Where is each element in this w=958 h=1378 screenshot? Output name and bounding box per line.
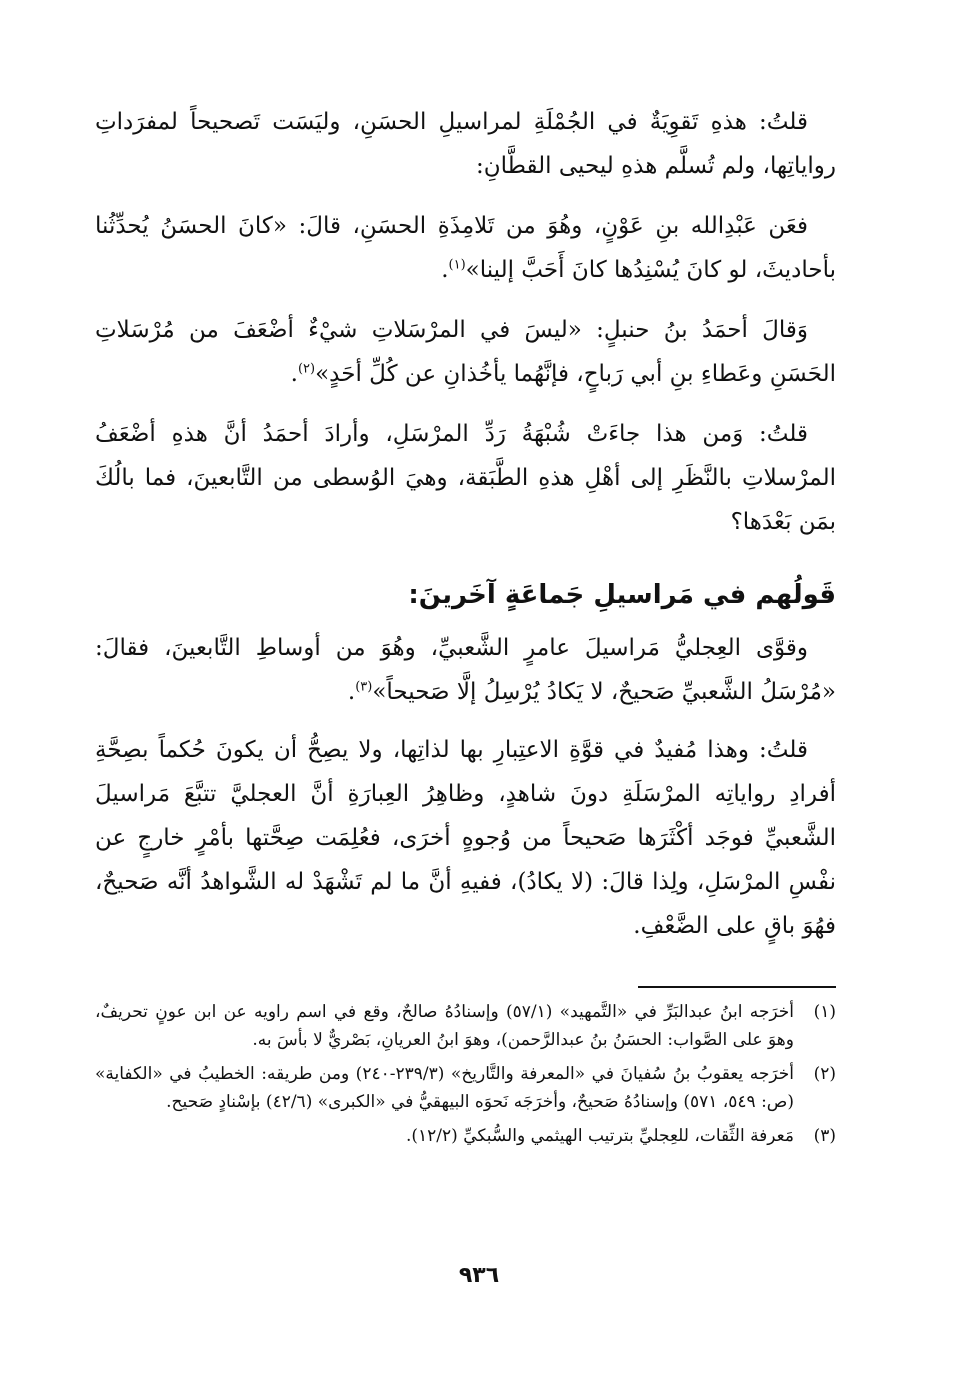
paragraph-3-text: وَقالَ أحمَدُ بنُ حنبلٍ: «ليسَ في المرْسَلاتِ شيْءٌ أضْعَفَ من مُرْسَلاتِ الحَسَنِ وعَطاءِ بنِ أبي رَباحٍ، فإنَّهُما يأخُذانِ عن كُلِّ أحَدٍ» — [95, 317, 836, 387]
footnote-ref-3[interactable]: (٣) — [355, 679, 373, 695]
footnote-3 — [95, 1122, 836, 1150]
paragraph-4 — [95, 412, 836, 544]
paragraph-6-text: قلتُ: وهذا مُفيدٌ في قوَّةِ الاعتِبارِ بها لذاتِها، ولا يصِحُّ أن يكونَ حُكماً بصِحَّةِ أفرادِ رواياتِه المرْسَلَةِ دونَ شاهدٍ، وظاهِرُ العِبارَةِ أنَّ العجليَّ تتبَّعَ مَراسيلَ الشَّعبيِّ فوجَد أكْثَرَها صَحيحاً من وُجوهٍ أخرَى، فعُلِمَت صِحَّتها بأمْرٍ خارجٍ عن نفْسِ المرْسَلِ، ولِذا قالَ: (لا يكادُ)، ففيهِ أنَّ ما لم تَشْهَدْ له الشَّواهدُ أنَّه صَحيحٌ، فهُوَ باقٍ على الضَّعْفِ. — [95, 737, 836, 939]
page-number: ٩٣٦ — [458, 1263, 500, 1288]
paragraph-5: وقوَّى العِجليُّ مَراسيلَ عامرٍ الشَّعبيِّ، وهُوَ من أوساطِ التَّابعينَ، فقالَ: «مُرْسَلُ الشَّعبيِّ صَحيحٌ، لا يَكادُ يُرْسِلُ إلَّا صَحيحاً»$^{(٣)}$. — [95, 635, 836, 705]
footnote-ref-1[interactable]: (١) — [448, 257, 466, 273]
footnote-1 — [95, 998, 836, 1054]
footnote-1-text: أخرَجه ابنُ عبدالبَرِّ في «التَّمهيد» (٥٧/١) وإسنادُهُ صالحٌ، وقع في اسم راويه عن ابن عونٍ تحريفٌ، وهوَ على الصَّواب: الحسَنُ بنُ عبدالرَّحمن)، وهوَ ابنُ العريانِ، بَصْريٌّ لا بأسَ به. — [95, 1002, 794, 1050]
paragraph-1-text: قلتُ: هذهِ تَقوِيَةٌ في الجُمْلَةِ لمراسيلِ الحسَنِ، وليَسَت تَصحيحاً لمفرَداتِ رواياتِها، ولم تُسلَّم هذهِ ليحيى القطَّانِ: — [95, 109, 836, 179]
paragraph-4-text: قلتُ: وَمن هذا جاءَتْ شُبْهَةُ رَدِّ المرْسَلِ، وأرادَ أحمَدُ أنَّ هذهِ أضْعَفُ المرْسلاتِ بالنَّظَرِ إلى أهْلِ هذهِ الطَّبَقة، وهيَ الوُسطى من التَّابعينَ، فما بالُكَ بمَن بَعْدَها؟ — [95, 421, 836, 535]
footnote-ref-2[interactable]: (٢) — [297, 361, 316, 377]
paragraph-1 — [95, 100, 836, 188]
footnote-2 — [95, 1060, 836, 1116]
paragraph-2: فعَن عَبْدِالله بنِ عَوْنٍ، وهُوَ من تَلامِذَةِ الحسَنِ، قالَ: «كانَ الحسَنُ يُحدِّثُنا بأحاديثَ، لو كانَ يُسْنِدُها كانَ أَحَبَّ إلينا»$^{(١)}$. — [95, 213, 836, 283]
paragraph-3: وَقالَ أحمَدُ بنُ حنبلٍ: «ليسَ في المرْسَلاتِ شيْءٌ أضْعَفَ من مُرْسَلاتِ الحَسَنِ وعَطاءِ بنِ أبي رَباحٍ، فإنَّهُما يأخُذانِ عن كُلِّ أحَدٍ»$^{(٢)}$. — [95, 317, 836, 387]
footnote-1-number: (١) — [813, 1002, 836, 1022]
section-heading: قَولُهم في مَراسيلِ جَماعَةٍ آخَرينَ: — [408, 580, 836, 610]
footnote-3-text: مَعرفة الثِّقات، للعِجليِّ بترتيب الهيثمي والسُّبكيِّ (١٢/٢). — [406, 1126, 794, 1146]
footnote-2-text: أخرَجه يعقوبُ بنُ سُفيانَ في «المعرفة والتَّاريخ» (٢٣٩/٣-٢٤٠) ومن طريقه: الخطيبُ في «الكفاية» (ص: ٥٤٩، ٥٧١) وإسنادُهُ صَحيحٌ، وأخرَجَه نَحوَه البيهقيُّ في «الكبرى» (٤٢/٦) بإسْنادٍ صَحيح. — [95, 1064, 794, 1112]
paragraph-2-text: فعَن عَبْدِالله بنِ عَوْنٍ، وهُوَ من تَلامِذَةِ الحسَنِ، قالَ: «كانَ الحسَنُ يُحدِّثُنا بأحاديثَ، لو كانَ يُسْنِدُها كانَ أَحَبَّ إلينا» — [95, 213, 836, 283]
paragraph-6 — [95, 728, 836, 948]
footnote-3-number: (٣) — [813, 1126, 836, 1146]
footnote-2-number: (٢) — [813, 1064, 836, 1084]
footnote-divider — [638, 986, 836, 988]
page-body — [95, 100, 836, 1358]
paragraph-5-text: وقوَّى العِجليُّ مَراسيلَ عامرٍ الشَّعبيِّ، وهُوَ من أوساطِ التَّابعينَ، فقالَ: «مُرْسَلُ الشَّعبيِّ صَحيحٌ، لا يَكادُ يُرْسِلُ إلَّا صَحيحاً» — [95, 635, 836, 705]
footnotes — [95, 998, 836, 1150]
